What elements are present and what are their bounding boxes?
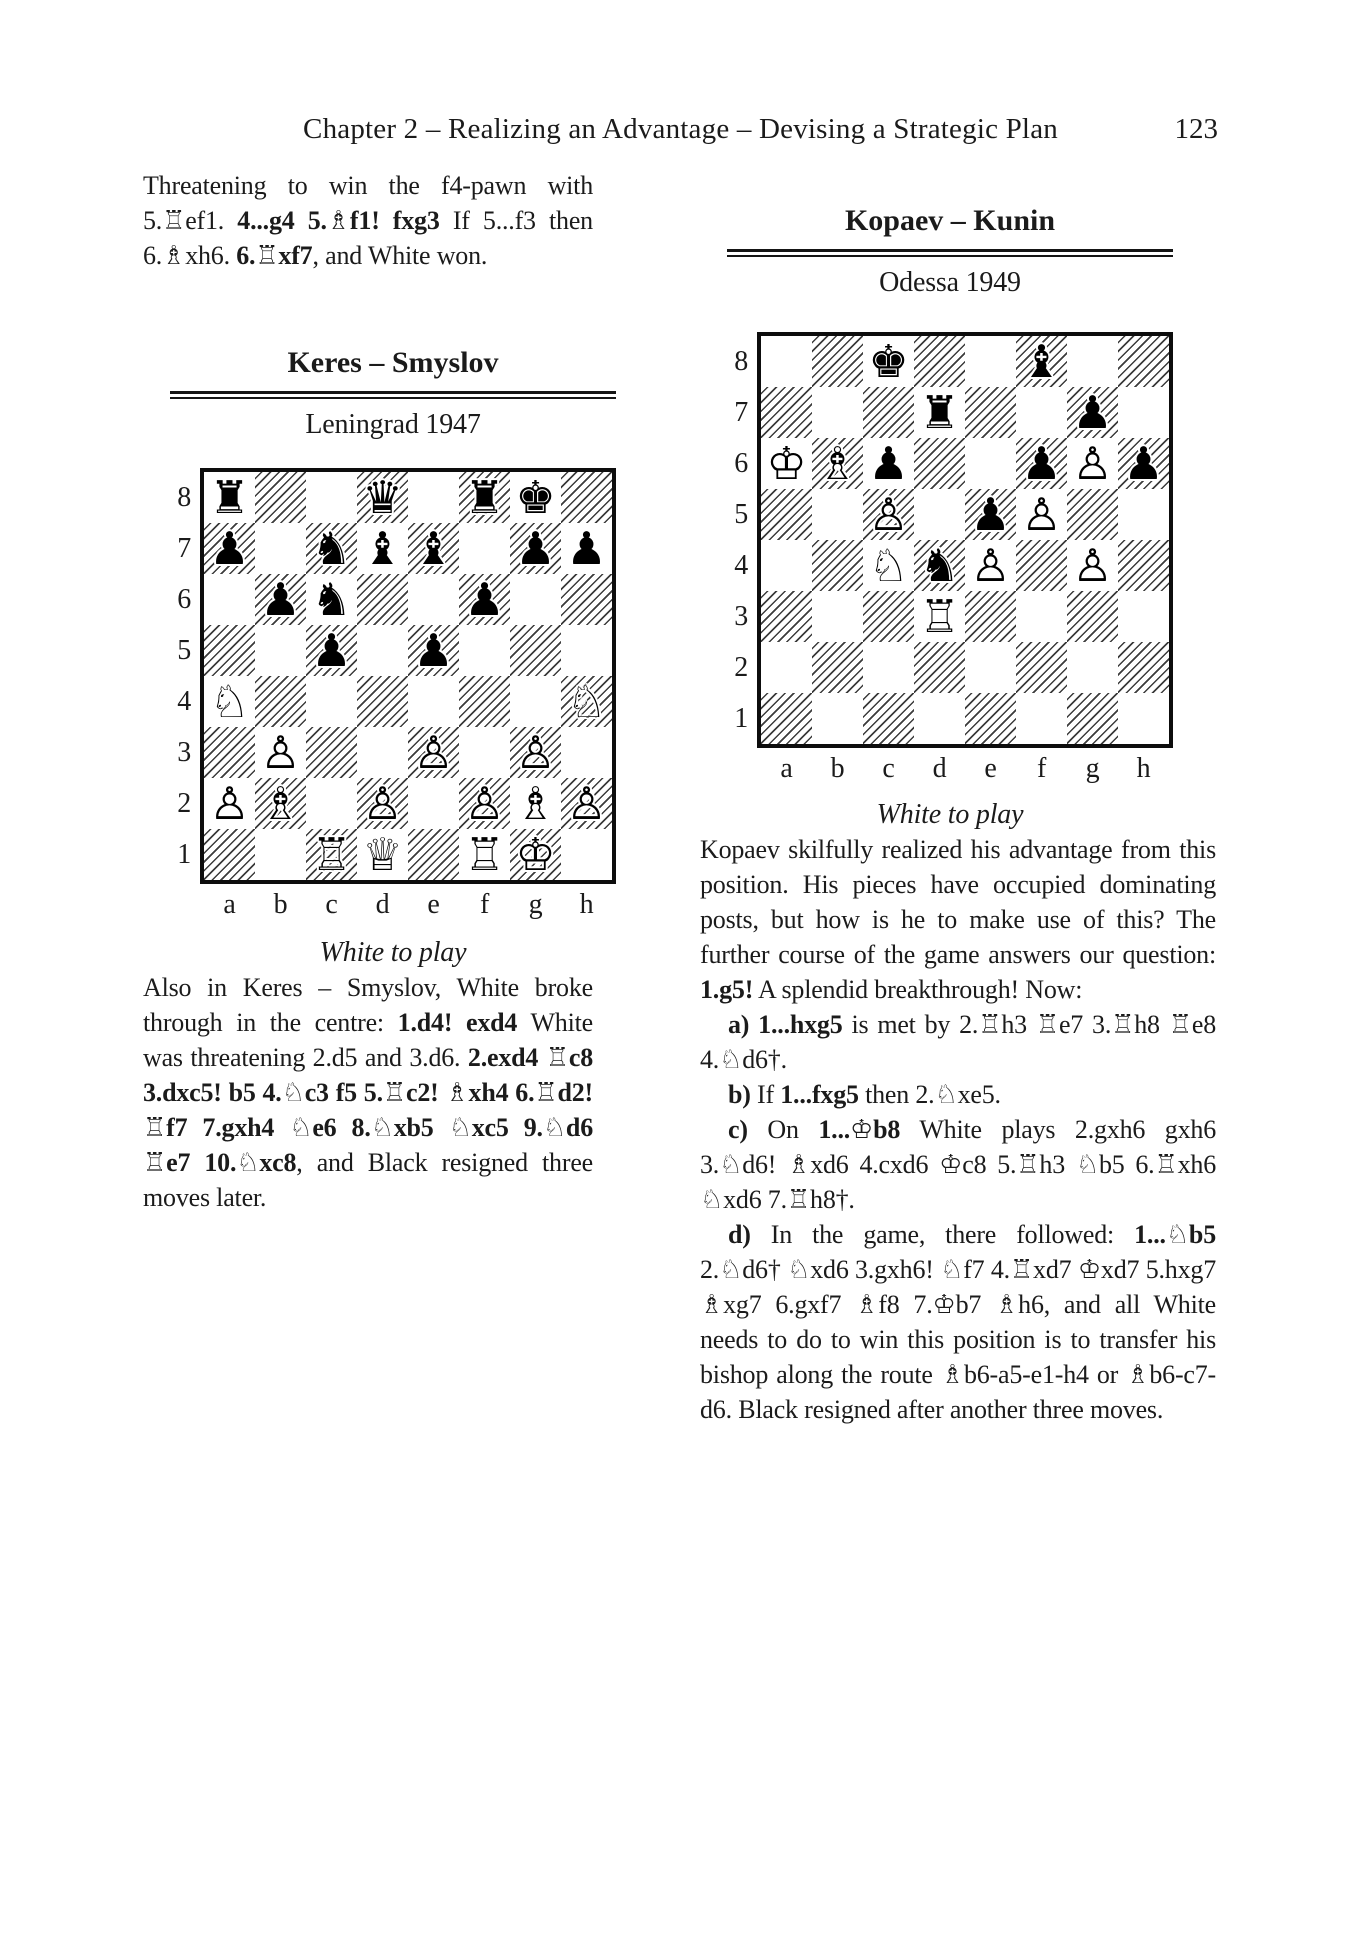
board-square bbox=[255, 574, 306, 625]
game-venue-odessa: Odessa 1949 bbox=[879, 267, 1021, 298]
board-square bbox=[357, 778, 408, 829]
board-coordinate-label: 1 bbox=[177, 839, 191, 870]
board-square bbox=[1118, 591, 1169, 642]
board-coordinate-label: 3 bbox=[177, 737, 191, 768]
chapter-title: Chapter 2 – Realizing an Advantage – Devising a Strategic Plan bbox=[303, 113, 1058, 145]
board-square bbox=[863, 438, 914, 489]
black-pawn-icon: ♟ bbox=[311, 625, 352, 676]
board-square bbox=[408, 472, 459, 523]
board-square bbox=[812, 387, 863, 438]
board-square bbox=[863, 642, 914, 693]
variation-d: d) In the game, there followed: 1...♘b5 2.♘d6† ♘xd6 3.gxh6! ♘f7 4.♖xd7 ♔xd7 5.hxg7 ♗xg7 6.gxf7 ♗f8 7.♔b7 ♗h6, and all White needs to do to win this position is to transfer his bishop along the route ♗b6-a5-e1-h4 or ♗b6-c7-d6. Black resigned after another three moves. bbox=[700, 1220, 1216, 1424]
white-king-icon: ♔ bbox=[766, 438, 807, 489]
board-square bbox=[1067, 540, 1118, 591]
board-coordinate-label: d bbox=[932, 753, 947, 784]
board-coordinate-label: 4 bbox=[734, 550, 748, 581]
board-square bbox=[408, 778, 459, 829]
board-coordinate-label: 2 bbox=[177, 788, 191, 819]
board-square bbox=[204, 625, 255, 676]
white-bishop-icon: ♗ bbox=[515, 778, 556, 829]
board-coordinate-label: g bbox=[1085, 753, 1100, 784]
board-square bbox=[204, 727, 255, 778]
board-square bbox=[459, 574, 510, 625]
board-square bbox=[1067, 693, 1118, 744]
left-column bbox=[143, 168, 607, 1215]
board-square bbox=[306, 625, 357, 676]
chess-board bbox=[757, 332, 1173, 748]
white-pawn-icon: ♙ bbox=[1021, 489, 1062, 540]
variation-a: a) 1...hxg5 is met by 2.♖h3 ♖e7 3.♖h8 ♖e8 4.♘d6†. bbox=[700, 1010, 1216, 1074]
black-pawn-icon: ♟ bbox=[515, 523, 556, 574]
black-king-icon: ♚ bbox=[868, 336, 909, 387]
file-labels bbox=[204, 888, 612, 922]
chess-diagram-keres-smyslov bbox=[170, 468, 616, 922]
black-pawn-icon: ♟ bbox=[209, 523, 250, 574]
board-square bbox=[863, 591, 914, 642]
board-coordinate-label: h bbox=[1136, 753, 1151, 784]
board-square bbox=[1118, 336, 1169, 387]
board-square bbox=[914, 591, 965, 642]
board-square bbox=[357, 829, 408, 880]
board-square bbox=[255, 829, 306, 880]
board-coordinate-label: a bbox=[223, 889, 236, 920]
board-square bbox=[408, 625, 459, 676]
board-coordinate-label: a bbox=[780, 753, 793, 784]
black-pawn-icon: ♟ bbox=[970, 489, 1011, 540]
board-square bbox=[408, 574, 459, 625]
black-queen-icon: ♛ bbox=[362, 472, 403, 523]
board-square bbox=[914, 387, 965, 438]
board-coordinate-label: f bbox=[1036, 753, 1047, 784]
white-pawn-icon: ♙ bbox=[970, 540, 1011, 591]
white-knight-icon: ♘ bbox=[209, 676, 250, 727]
board-coordinate-label: 2 bbox=[734, 652, 748, 683]
board-square bbox=[863, 336, 914, 387]
board-square bbox=[459, 778, 510, 829]
board-square bbox=[408, 676, 459, 727]
board-square bbox=[812, 489, 863, 540]
board-square bbox=[1016, 438, 1067, 489]
board-square bbox=[965, 540, 1016, 591]
board-square bbox=[761, 693, 812, 744]
white-pawn-icon: ♙ bbox=[566, 778, 607, 829]
black-bishop-icon: ♝ bbox=[413, 523, 454, 574]
board-square bbox=[459, 676, 510, 727]
board-coordinate-label: 6 bbox=[177, 584, 191, 615]
board-square bbox=[561, 727, 612, 778]
board-coordinate-label: 7 bbox=[734, 397, 748, 428]
black-king-icon: ♚ bbox=[515, 472, 556, 523]
white-king-icon: ♔ bbox=[515, 829, 556, 880]
diagram-caption: White to play bbox=[876, 799, 1024, 830]
game-block-kopaev-kunin bbox=[727, 203, 1173, 832]
board-square bbox=[1016, 387, 1067, 438]
board-square bbox=[306, 523, 357, 574]
board-square bbox=[561, 676, 612, 727]
variation-b: b) If 1...fxg5 then 2.♘xe5. bbox=[728, 1080, 1001, 1109]
white-knight-icon: ♘ bbox=[868, 540, 909, 591]
board-square bbox=[863, 693, 914, 744]
board-square bbox=[357, 574, 408, 625]
board-square bbox=[1118, 693, 1169, 744]
board-square bbox=[408, 727, 459, 778]
board-coordinate-label: 6 bbox=[734, 448, 748, 479]
board-square bbox=[965, 336, 1016, 387]
board-square bbox=[510, 625, 561, 676]
board-square bbox=[761, 540, 812, 591]
board-square bbox=[255, 778, 306, 829]
white-rook-icon: ♖ bbox=[919, 591, 960, 642]
board-square bbox=[204, 472, 255, 523]
white-pawn-icon: ♙ bbox=[868, 489, 909, 540]
board-coordinate-label: c bbox=[882, 753, 895, 784]
board-coordinate-label: b bbox=[830, 753, 845, 784]
chess-board bbox=[200, 468, 616, 884]
board-coordinate-label: 1 bbox=[734, 703, 748, 734]
analysis-paragraph-keres: Also in Keres – Smyslov, White broke through in the centre: 1.d4! exd4 White was threatening 2.d5 and 3.d6. 2.exd4 ♖c8 3.dxc5! b5 4.♘c3 f5 5.♖c2! ♗xh4 6.♖d2! ♖f7 7.gxh4 ♘e6 8.♘xb5 ♘xc5 9.♘d6 ♖e7 10.♘xc8, and Black resigned three moves later. bbox=[143, 973, 593, 1212]
board-square bbox=[204, 829, 255, 880]
rank-labels bbox=[727, 332, 757, 748]
board-coordinate-label: 5 bbox=[734, 499, 748, 530]
board-square bbox=[357, 523, 408, 574]
board-coordinate-label: 4 bbox=[177, 686, 191, 717]
board-coordinate-label: d bbox=[375, 889, 390, 920]
board-square bbox=[561, 778, 612, 829]
black-pawn-icon: ♟ bbox=[1123, 438, 1164, 489]
board-square bbox=[306, 676, 357, 727]
white-bishop-icon: ♗ bbox=[817, 438, 858, 489]
board-square bbox=[357, 727, 408, 778]
board-square bbox=[357, 676, 408, 727]
board-square bbox=[204, 778, 255, 829]
page-number: 123 bbox=[1174, 113, 1218, 145]
board-square bbox=[761, 387, 812, 438]
board-square bbox=[1118, 540, 1169, 591]
board-square bbox=[965, 693, 1016, 744]
board-square bbox=[1067, 336, 1118, 387]
board-square bbox=[1016, 591, 1067, 642]
black-pawn-icon: ♟ bbox=[566, 523, 607, 574]
board-square bbox=[459, 523, 510, 574]
board-coordinate-label: e bbox=[984, 753, 997, 784]
board-square bbox=[459, 829, 510, 880]
board-square bbox=[459, 727, 510, 778]
board-square bbox=[357, 472, 408, 523]
black-knight-icon: ♞ bbox=[311, 523, 352, 574]
white-pawn-icon: ♙ bbox=[1072, 540, 1113, 591]
board-square bbox=[1118, 387, 1169, 438]
double-rule bbox=[170, 391, 616, 399]
black-pawn-icon: ♟ bbox=[1072, 387, 1113, 438]
board-square bbox=[965, 642, 1016, 693]
board-square bbox=[761, 438, 812, 489]
board-square bbox=[255, 472, 306, 523]
board-square bbox=[408, 523, 459, 574]
board-square bbox=[965, 489, 1016, 540]
board-square bbox=[255, 676, 306, 727]
board-coordinate-label: c bbox=[325, 889, 338, 920]
board-coordinate-label: 3 bbox=[734, 601, 748, 632]
board-square bbox=[306, 727, 357, 778]
board-square bbox=[863, 387, 914, 438]
board-coordinate-label: 8 bbox=[734, 346, 748, 377]
game-title-keres-smyslov: Keres – Smyslov bbox=[287, 346, 499, 379]
white-pawn-icon: ♙ bbox=[413, 727, 454, 778]
black-pawn-icon: ♟ bbox=[1021, 438, 1062, 489]
board-square bbox=[812, 693, 863, 744]
board-square bbox=[914, 693, 965, 744]
board-square bbox=[1016, 642, 1067, 693]
game-venue-leningrad: Leningrad 1947 bbox=[305, 409, 481, 440]
board-square bbox=[1067, 438, 1118, 489]
variation-c: c) On 1...♔b8 White plays 2.gxh6 gxh6 3.♘d6! ♗xd6 4.cxd6 ♔c8 5.♖h3 ♘b5 6.♖xh6 ♘xd6 7.♖h8†. bbox=[700, 1115, 1216, 1214]
board-coordinate-label: b bbox=[273, 889, 288, 920]
double-rule bbox=[727, 249, 1173, 257]
white-pawn-icon: ♙ bbox=[260, 727, 301, 778]
board-square bbox=[510, 676, 561, 727]
board-square bbox=[1067, 591, 1118, 642]
board-square bbox=[255, 727, 306, 778]
board-square bbox=[561, 574, 612, 625]
board-square bbox=[812, 438, 863, 489]
board-square bbox=[1016, 693, 1067, 744]
black-rook-icon: ♜ bbox=[464, 472, 505, 523]
board-square bbox=[914, 489, 965, 540]
board-coordinate-label: e bbox=[427, 889, 440, 920]
board-square bbox=[965, 591, 1016, 642]
white-pawn-icon: ♙ bbox=[1072, 438, 1113, 489]
black-knight-icon: ♞ bbox=[919, 540, 960, 591]
board-square bbox=[1016, 489, 1067, 540]
board-square bbox=[761, 591, 812, 642]
white-rook-icon: ♖ bbox=[464, 829, 505, 880]
board-square bbox=[1016, 336, 1067, 387]
board-square bbox=[761, 336, 812, 387]
board-square bbox=[761, 489, 812, 540]
black-knight-icon: ♞ bbox=[311, 574, 352, 625]
board-square bbox=[914, 336, 965, 387]
board-square bbox=[255, 523, 306, 574]
board-square bbox=[1118, 642, 1169, 693]
board-square bbox=[914, 438, 965, 489]
board-square bbox=[510, 829, 561, 880]
black-pawn-icon: ♟ bbox=[413, 625, 454, 676]
game-block-keres-smyslov bbox=[170, 345, 616, 970]
board-square bbox=[204, 574, 255, 625]
board-square bbox=[812, 642, 863, 693]
board-square bbox=[255, 625, 306, 676]
board-square bbox=[561, 625, 612, 676]
black-pawn-icon: ♟ bbox=[464, 574, 505, 625]
board-square bbox=[812, 540, 863, 591]
white-pawn-icon: ♙ bbox=[209, 778, 250, 829]
board-coordinate-label: g bbox=[528, 889, 543, 920]
black-rook-icon: ♜ bbox=[209, 472, 250, 523]
board-square bbox=[965, 387, 1016, 438]
board-square bbox=[1118, 438, 1169, 489]
black-pawn-icon: ♟ bbox=[260, 574, 301, 625]
board-square bbox=[561, 523, 612, 574]
board-square bbox=[459, 472, 510, 523]
file-labels bbox=[761, 752, 1169, 786]
board-square bbox=[510, 778, 561, 829]
black-rook-icon: ♜ bbox=[919, 387, 960, 438]
board-square bbox=[1118, 489, 1169, 540]
board-square bbox=[1016, 540, 1067, 591]
white-pawn-icon: ♙ bbox=[515, 727, 556, 778]
board-square bbox=[812, 336, 863, 387]
board-coordinate-label: 8 bbox=[177, 482, 191, 513]
board-square bbox=[1067, 489, 1118, 540]
black-bishop-icon: ♝ bbox=[1021, 336, 1062, 387]
board-square bbox=[812, 591, 863, 642]
board-square bbox=[357, 625, 408, 676]
board-square bbox=[204, 676, 255, 727]
board-square bbox=[510, 523, 561, 574]
board-coordinate-label: 5 bbox=[177, 635, 191, 666]
board-coordinate-label: f bbox=[479, 889, 490, 920]
board-square bbox=[510, 574, 561, 625]
board-square bbox=[965, 438, 1016, 489]
black-bishop-icon: ♝ bbox=[362, 523, 403, 574]
game-title-kopaev-kunin: Kopaev – Kunin bbox=[844, 204, 1056, 237]
white-pawn-icon: ♙ bbox=[464, 778, 505, 829]
white-queen-icon: ♕ bbox=[362, 829, 403, 880]
board-square bbox=[914, 642, 965, 693]
board-square bbox=[306, 472, 357, 523]
black-pawn-icon: ♟ bbox=[868, 438, 909, 489]
board-square bbox=[306, 778, 357, 829]
running-head bbox=[143, 112, 1218, 146]
board-square bbox=[1067, 642, 1118, 693]
rank-labels bbox=[170, 468, 200, 884]
board-coordinate-label: 7 bbox=[177, 533, 191, 564]
board-square bbox=[306, 829, 357, 880]
board-coordinate-label: h bbox=[579, 889, 594, 920]
chess-diagram-kopaev-kunin bbox=[727, 332, 1173, 786]
intro-paragraph: Threatening to win the f4-pawn with 5.♖ef1. 4...g4 5.♗f1! fxg3 If 5...f3 then 6.♗xh6. 6.♖xf7, and White won. bbox=[143, 171, 593, 270]
board-square bbox=[204, 523, 255, 574]
white-rook-icon: ♖ bbox=[311, 829, 352, 880]
right-column bbox=[700, 203, 1216, 1427]
board-square bbox=[510, 472, 561, 523]
board-square bbox=[459, 625, 510, 676]
board-square bbox=[1067, 387, 1118, 438]
board-square bbox=[863, 489, 914, 540]
board-square bbox=[761, 642, 812, 693]
board-square bbox=[914, 540, 965, 591]
board-square bbox=[561, 829, 612, 880]
board-square bbox=[863, 540, 914, 591]
board-square bbox=[306, 574, 357, 625]
white-pawn-icon: ♙ bbox=[362, 778, 403, 829]
board-square bbox=[561, 472, 612, 523]
board-square bbox=[510, 727, 561, 778]
analysis-paragraph-kopaev: Kopaev skilfully realized his advantage from this position. His pieces have occupied dominating posts, but how is he to make use of this? The further course of the game answers our question: 1.g5! A splendid breakthrough! Now: bbox=[700, 835, 1216, 1004]
white-knight-icon: ♘ bbox=[566, 676, 607, 727]
board-square bbox=[408, 829, 459, 880]
diagram-caption: White to play bbox=[319, 937, 467, 968]
white-bishop-icon: ♗ bbox=[260, 778, 301, 829]
